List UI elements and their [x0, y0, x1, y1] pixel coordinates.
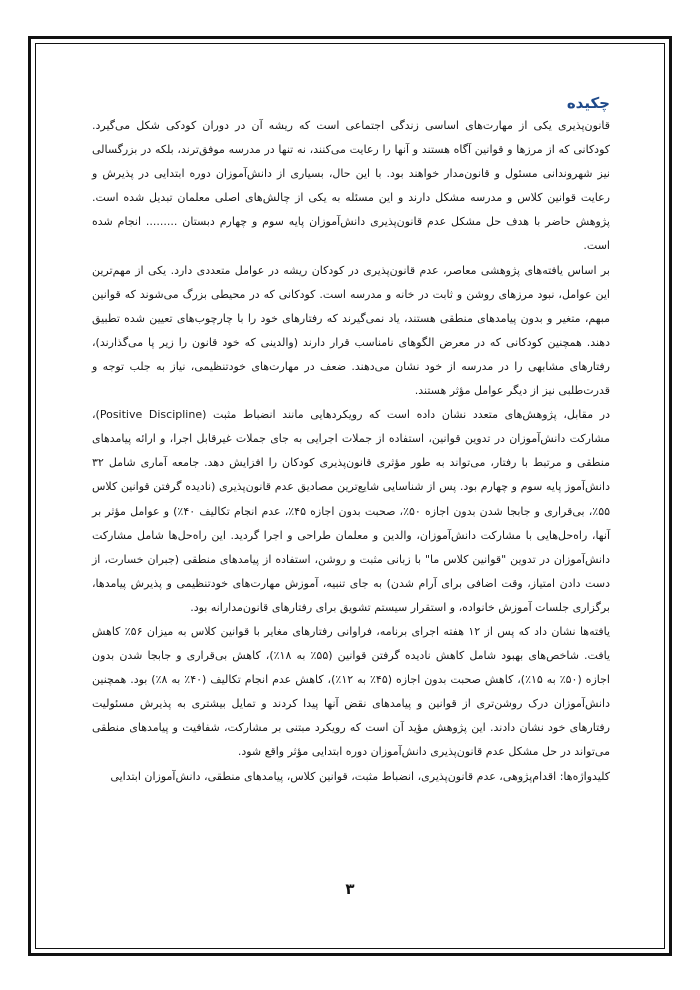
keywords-line: کلیدواژه‌ها: اقدام‌پژوهی، عدم قانون‌پذیری، انضباط مثبت، قوانین کلاس، پیامدهای منطقی، دانش‌آموزان ابتدایی	[110, 769, 610, 783]
abstract-paragraph-4: یافته‌ها نشان داد که پس از ۱۲ هفته اجرای برنامه، فراوانی رفتارهای مغایر با قوانین کلاس به میزان ۵۶٪ کاهش یافت. شاخص‌های بهبود شامل کاهش نادیده گرفتن قوانین (۵۵٪ به ۱۸٪)، کاهش بی‌قراری و جابجا شدن بدون اجازه (۵۰٪ به ۱۵٪)، کاهش صحبت بدون اجازه (۴۵٪ به ۱۲٪)، کاهش عدم انجام تکالیف (۴۰٪ به ۸٪) بود. همچنین دانش‌آموزان درک روشن‌تری از قوانین و پیامدهای نقض آنها پیدا کردند و تمایل بیشتری به پذیرش مسئولیت رفتارهای خود نشان دادند. این پژوهش مؤید آن است که رویکرد مبتنی بر مشارکت، شفافیت و پیامدهای منطقی می‌تواند در حل مشکل عدم قانون‌پذیری دانش‌آموزان دوره ابتدایی مؤثر واقع شود.	[92, 624, 611, 759]
abstract-paragraph-1: قانون‌پذیری یکی از مهارت‌های اساسی زندگی اجتماعی است که ریشه آن در دوران کودکی شکل می‌گیرد. کودکانی که از مرزها و قوانین آگاه هستند و آنها را رعایت می‌کنند، نه تنها در مدرسه موفق‌ترند، بلکه در بزرگسالی نیز شهروندانی مسئول و قانون‌مدار خواهند بود. با این حال، بسیاری از دانش‌آموزان دوره ابتدایی در پذیرش و رعایت قوانین کلاس و مدرسه مشکل دارند و این مسئله به یکی از چالش‌های اصلی معلمان تبدیل شده است. پژوهش حاضر با هدف حل مشکل عدم قانون‌پذیری دانش‌آموزان پایه سوم و چهارم دبستان ......... انجام شده است.	[92, 119, 610, 253]
abstract-title: چکیده	[566, 94, 610, 112]
abstract-section	[92, 92, 610, 789]
abstract-paragraph-2: بر اساس یافته‌های پژوهشی معاصر، عدم قانون‌پذیری در کودکان ریشه در عوامل متعددی دارد. یکی از مهم‌ترین این عوامل، نبود مرزهای روشن و ثابت در خانه و مدرسه است. کودکانی که در محیطی بزرگ می‌شوند که قوانین مبهم، متغیر و بدون پیامدهای منطقی هستند، یاد نمی‌گیرند که رفتارهای خود را با چارچوب‌های تعیین شده تطبیق دهند. همچنین کودکانی که در معرض الگوهای نامناسب قرار دارند (والدینی که خود قانون را زیر پا می‌گذارند)، رفتارهای مشابهی را در مدرسه از خود نشان می‌دهند. ضعف در مهارت‌های خودتنظیمی، نیاز به جلب توجه و قدرت‌طلبی نیز از دیگر عوامل مؤثر هستند.	[92, 263, 610, 398]
abstract-paragraph-3: در مقابل، پژوهش‌های متعدد نشان داده است که رویکردهایی مانند انضباط مثبت (Positive Discipline)، مشارکت دانش‌آموزان در تدوین قوانین، استفاده از جملات اجرایی به جای جملات غیرقابل اجرا، و ارائه پیامدهای منطقی و مرتبط با رفتار، می‌تواند به طور مؤثری قانون‌پذیری کودکان را افزایش دهد. جامعه آماری شامل ۳۲ دانش‌آموز پایه سوم و چهارم بود. پس از شناسایی شایع‌ترین مصادیق عدم قانون‌پذیری (نادیده گرفتن قوانین کلاس ۵۵٪، بی‌قراری و جابجا شدن بدون اجازه ۵۰٪، صحبت بدون اجازه ۴۵٪، عدم انجام تکالیف ۴۰٪) و عوامل مؤثر بر آنها، راه‌حل‌هایی با مشارکت دانش‌آموزان، والدین و معلمان طراحی و اجرا گردید. این راه‌حل‌ها شامل مشارکت دانش‌آموزان در تدوین "قوانین کلاس ما" با زبانی مثبت و روشن، استفاده از پیامدهای منطقی (جبران خسارت، از دست دادن امتیاز، وقت اضافی برای آرام شدن) به جای تنبیه، آموزش مهارت‌های خودتنظیمی و پذیرش پیامدها، برگزاری جلسات آموزش خانواده، و استقرار سیستم تشویق برای رفتارهای قانون‌مدارانه بود.	[92, 408, 611, 614]
page-number: ۳	[345, 880, 355, 898]
